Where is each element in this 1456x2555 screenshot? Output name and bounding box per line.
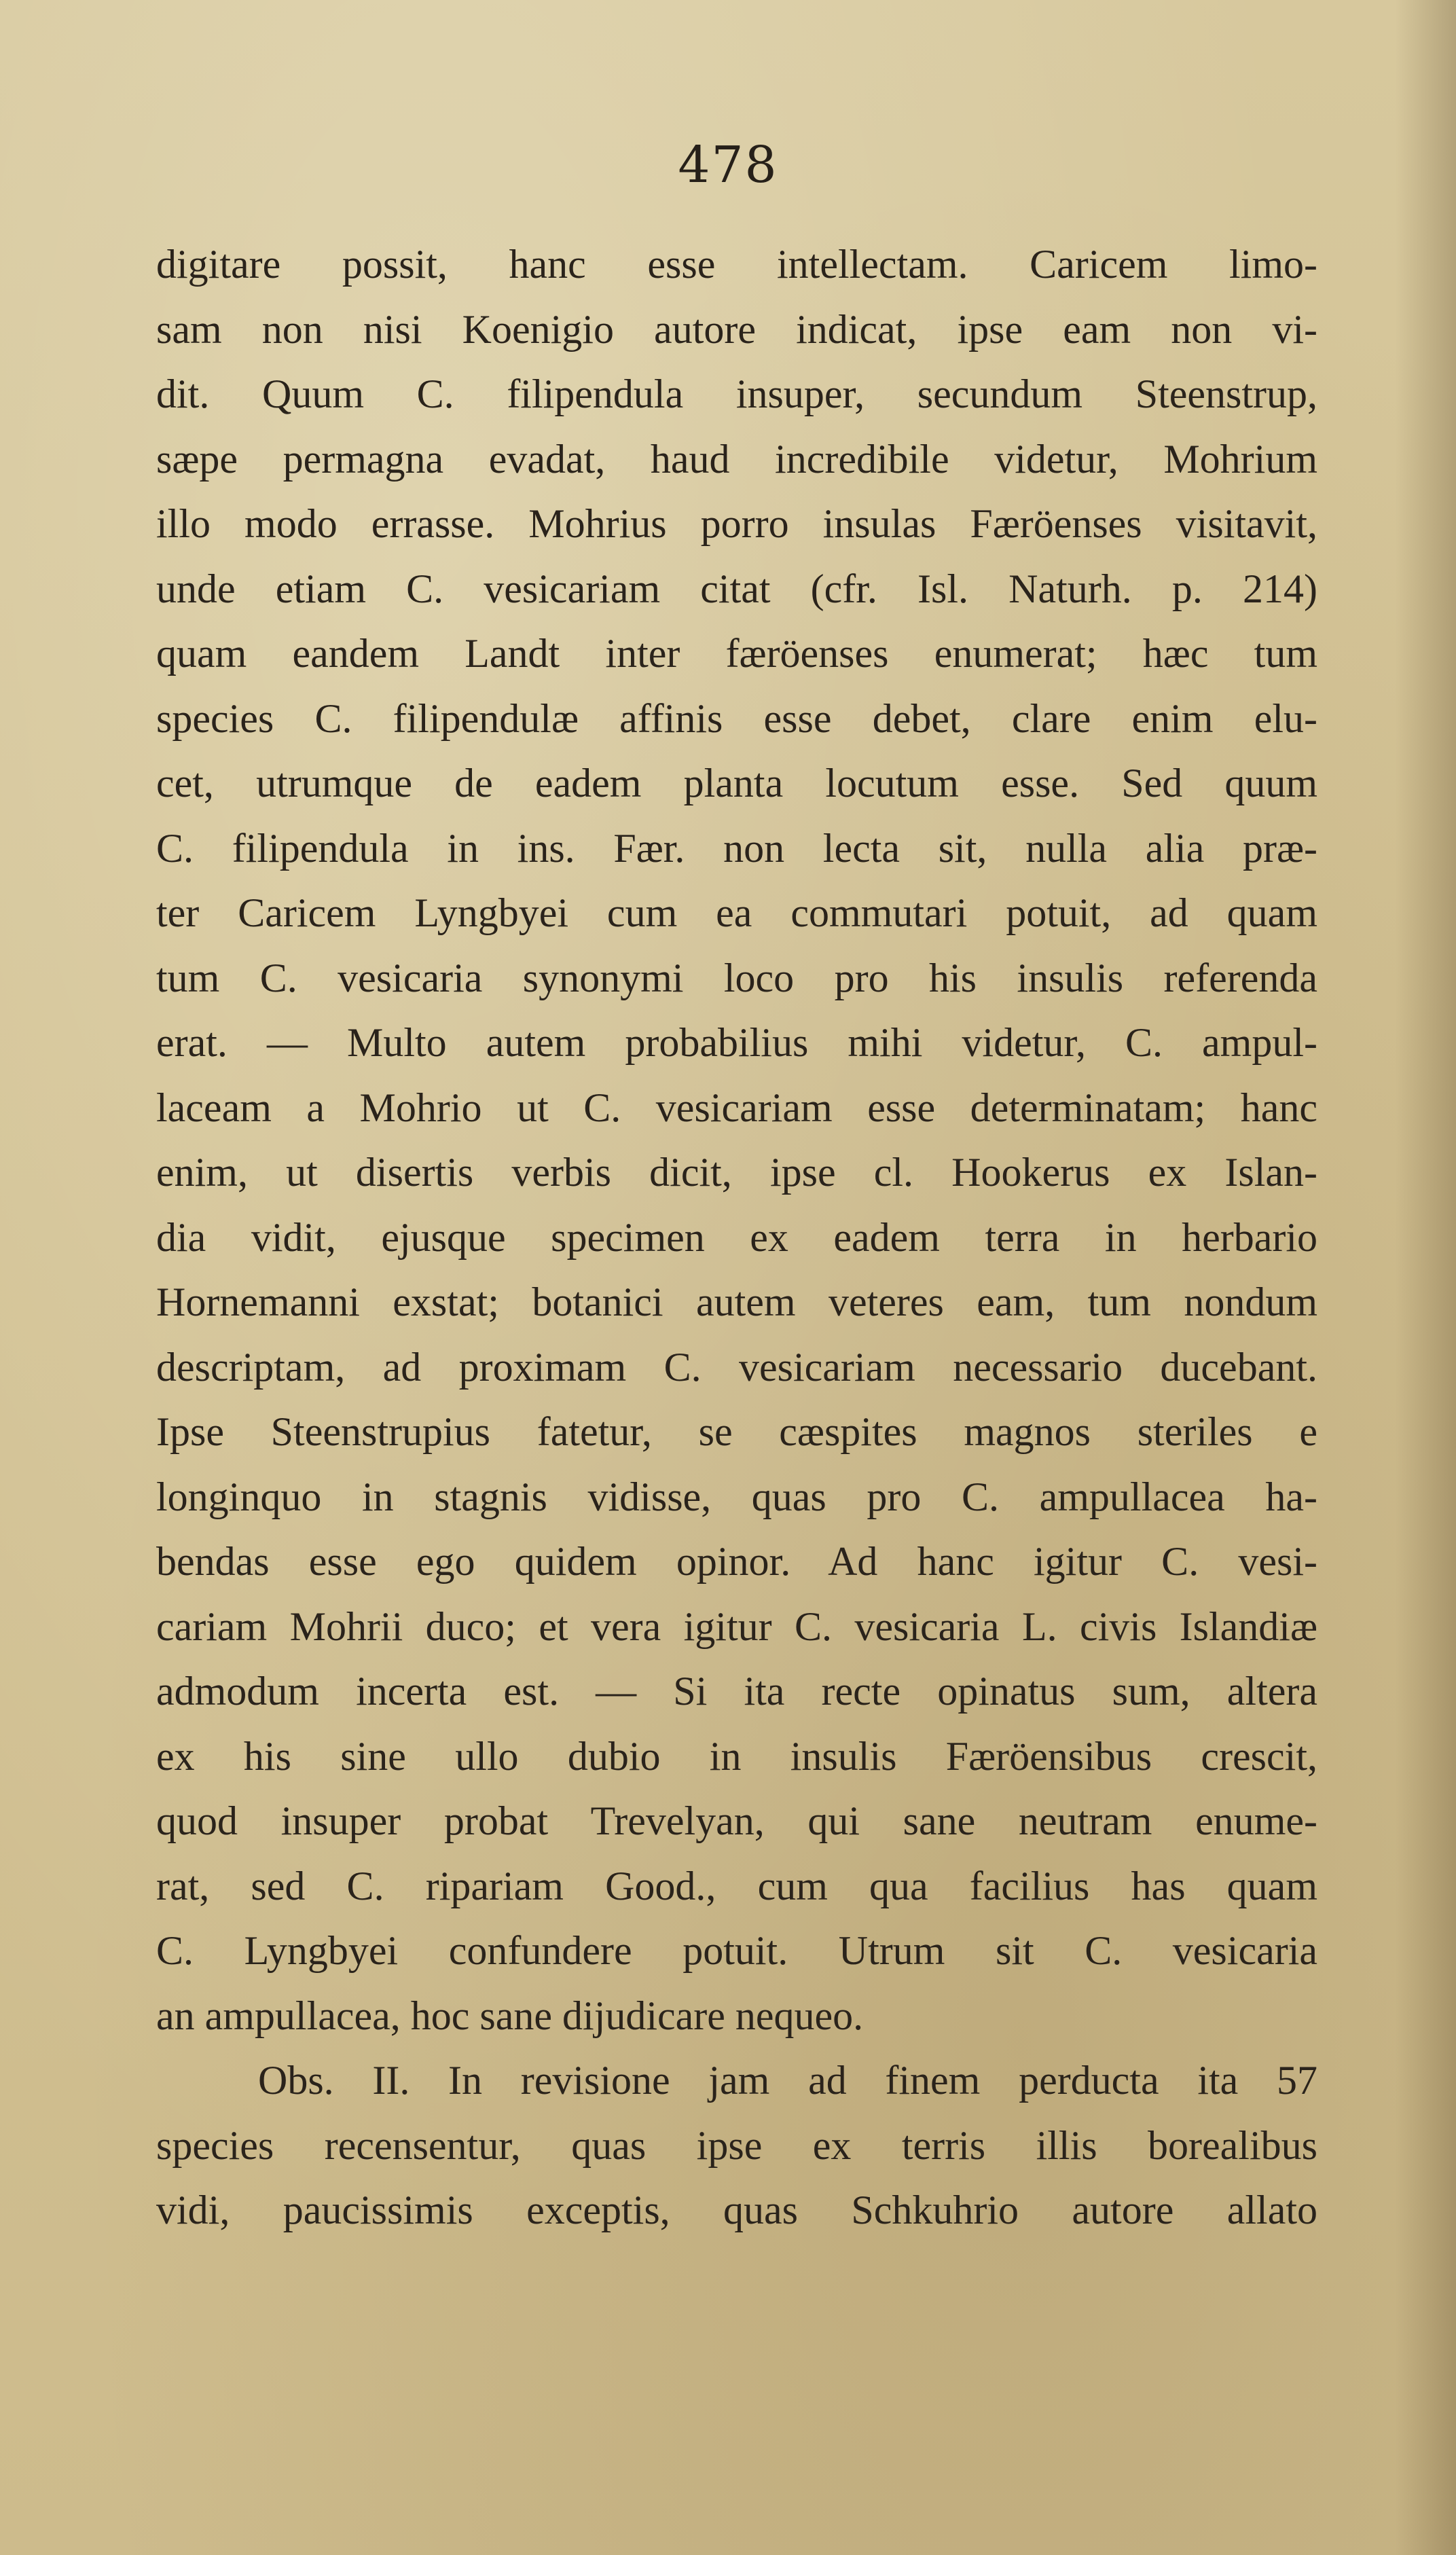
- text-line: cariam Mohrii duco; et vera igitur C. vesicaria L. civis Islandiæ: [156, 1603, 1317, 1649]
- text-line: tum C. vesicaria synonymi loco pro his insulis referenda: [156, 955, 1317, 1000]
- text-line: illo modo errasse. Mohrius porro insulas Færöenses visitavit,: [156, 501, 1317, 546]
- text-line: ter Caricem Lyngbyei cum ea commutari potuit, ad quam: [156, 890, 1317, 935]
- text-line: species recensentur, quas ipse ex terris illis borealibus: [156, 2122, 1317, 2168]
- text-line: laceam a Mohrio ut C. vesicariam esse determinatam; hanc: [156, 1085, 1317, 1130]
- text-line: unde etiam C. vesicariam citat (cfr. Isl. Naturh. p. 214): [156, 566, 1317, 611]
- text-line: rat, sed C. ripariam Good., cum qua facilius has quam: [156, 1863, 1317, 1908]
- text-line: vidi, paucissimis exceptis, quas Schkuhrio autore allato: [156, 2188, 1317, 2232]
- text-line-paragraph-end: an ampullacea, hoc sane dijudicare nequeo.: [156, 1993, 864, 2038]
- page-edge-shadow: [1395, 0, 1456, 2555]
- text-line: C. Lyngbyei confundere potuit. Utrum sit C. vesicaria: [156, 1928, 1317, 1973]
- text-line: dia vidit, ejusque specimen ex eadem terra in herbario: [156, 1214, 1317, 1260]
- text-line: bendas esse ego quidem opinor. Ad hanc igitur C. vesi-: [156, 1539, 1317, 1584]
- page-number: 478: [678, 136, 778, 194]
- text-line: cet, utrumque de eadem planta locutum esse. Sed quum: [156, 761, 1317, 805]
- text-line: dit. Quum C. filipendula insuper, secundum Steenstrup,: [156, 372, 1317, 416]
- text-line: quod insuper probat Trevelyan, qui sane neutram enume-: [156, 1798, 1317, 1843]
- text-line: Hornemanni exstat; botanici autem veteres eam, tum nondum: [156, 1280, 1317, 1324]
- text-line: sam non nisi Koenigio autore indicat, ipse eam non vi-: [156, 306, 1317, 352]
- text-line: C. filipendula in ins. Fær. non lecta sit, nulla alia præ-: [156, 825, 1317, 871]
- text-line: ex his sine ullo dubio in insulis Færöensibus crescit,: [156, 1733, 1317, 1779]
- text-line: erat. — Multo autem probabilius mihi videtur, C. ampul-: [156, 1020, 1317, 1065]
- text-line: Ipse Steenstrupius fatetur, se cæspites magnos steriles e: [156, 1409, 1317, 1454]
- text-line: digitare possit, hanc esse intellectam. Caricem limo-: [156, 242, 1317, 287]
- text-line-paragraph-start: Obs. II. In revisione jam ad finem perducta ita 57: [258, 2058, 1317, 2103]
- text-line: quam eandem Landt inter færöenses enumerat; hæc tum: [156, 631, 1317, 676]
- text-line: descriptam, ad proximam C. vesicariam necessario ducebant.: [156, 1344, 1317, 1390]
- text-line: longinquo in stagnis vidisse, quas pro C. ampullacea ha-: [156, 1474, 1317, 1519]
- text-line: admodum incerta est. — Si ita recte opinatus sum, altera: [156, 1669, 1317, 1714]
- text-line: enim, ut disertis verbis dicit, ipse cl. Hookerus ex Islan-: [156, 1150, 1317, 1195]
- text-line: species C. filipendulæ affinis esse debet, clare enim elu-: [156, 695, 1317, 741]
- body-text: [156, 232, 1317, 2243]
- text-line: sæpe permagna evadat, haud incredibile videtur, Mohrium: [156, 436, 1317, 482]
